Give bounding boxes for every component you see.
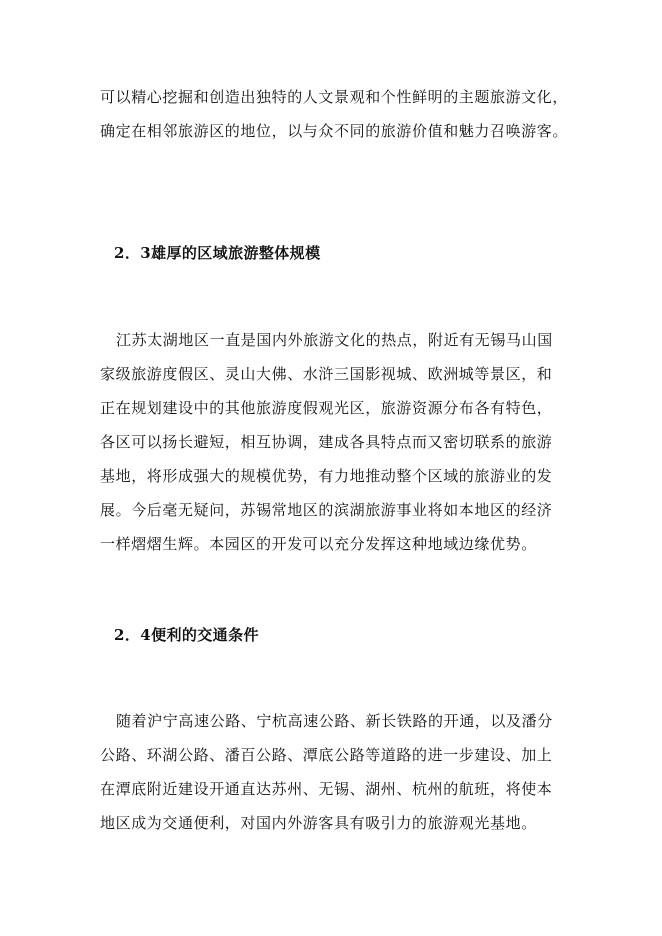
paragraph-line: 地区成为交通便利，对国内外游客具有吸引力的旅游观光基地。 (100, 814, 537, 832)
paragraph-line: 各区可以扬长避短，相互协调，建成各具特点而又密切联系的旅游 (100, 433, 553, 451)
paragraph-line: 展。今后毫无疑问，苏锡常地区的滨湖旅游事业将如本地区的经济 (100, 501, 553, 519)
paragraph-line: 在潭底附近建设开通直达苏州、无锡、湖州、杭州的航班，将使本 (100, 780, 553, 798)
paragraph-line: 基地，将形成强大的规模优势，有力地推动整个区域的旅游业的发 (100, 467, 553, 485)
intro-line: 确定在相邻旅游区的地位，以与众不同的旅游价值和魅力召唤游客。 (100, 122, 569, 140)
intro-line: 可以精心挖掘和创造出独特的人文景观和个性鲜明的主题旅游文化， (100, 88, 569, 106)
paragraph-line: 正在规划建设中的其他旅游度假观光区，旅游资源分布各有特色， (100, 399, 553, 417)
section-heading-2-4: 2．4便利的交通条件 (114, 626, 259, 644)
paragraph-line: 家级旅游度假区、灵山大佛、水浒三国影视城、欧洲城等景区，和 (100, 365, 553, 383)
section-heading-2-3: 2．3雄厚的区域旅游整体规模 (114, 244, 321, 262)
paragraph-line: 江苏太湖地区一直是国内外旅游文化的热点，附近有无锡马山国 (116, 331, 553, 349)
paragraph-line: 随着沪宁高速公路、宁杭高速公路、新长铁路的开通，以及潘分 (116, 712, 553, 730)
paragraph-line: 一样熠熠生辉。本园区的开发可以充分发挥这种地域边缘优势。 (100, 535, 537, 553)
paragraph-line: 公路、环湖公路、潘百公路、潭底公路等道路的进一步建设、加上 (100, 746, 553, 764)
